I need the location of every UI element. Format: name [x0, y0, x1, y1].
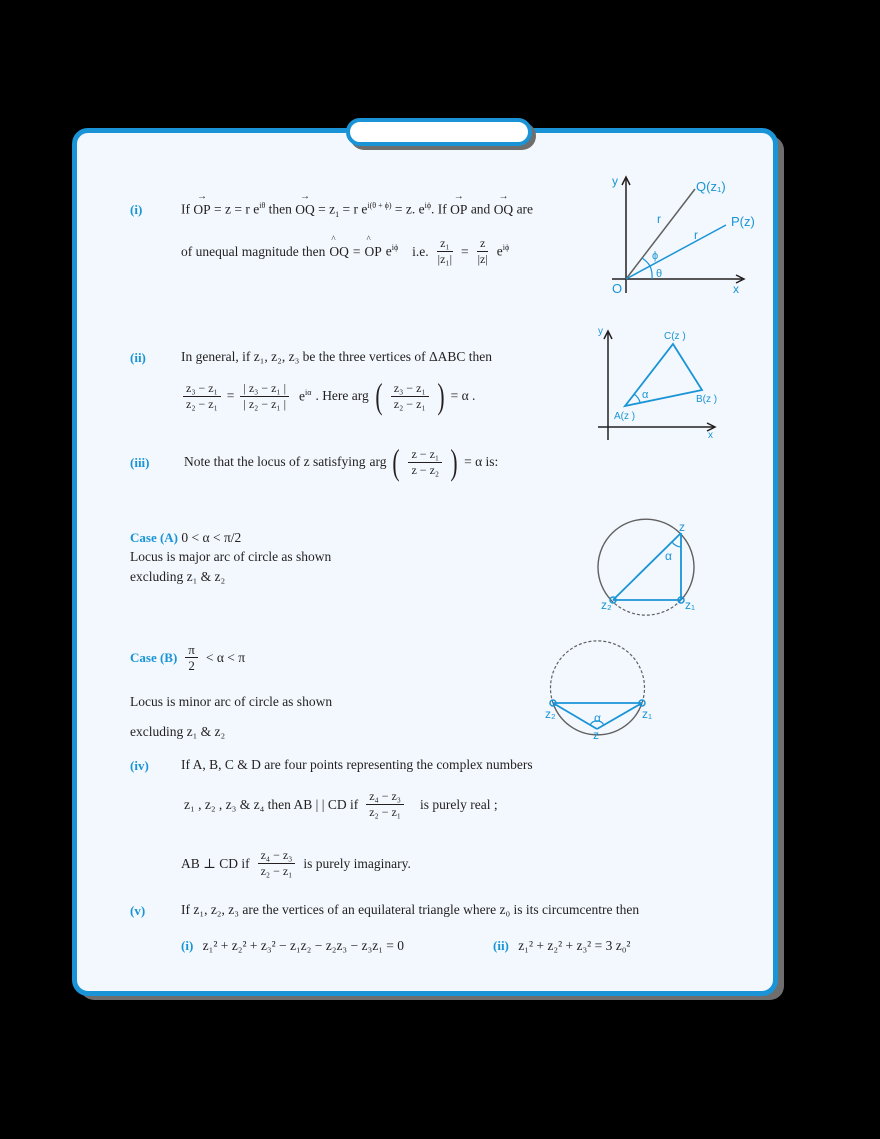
- item-v-line1: If z₁, z₂, z₃ are the vertices of an equilateral triangle where z₀ is its circumcentre then: [181, 902, 640, 917]
- item-label-v: (v): [130, 903, 146, 918]
- text: . Here arg: [315, 388, 369, 403]
- text: . If: [431, 201, 447, 217]
- equation: z₁² + z₂² + z₃² − z₁z₂ − z₂z₃ − z₃z₁ = 0: [202, 938, 405, 953]
- fraction: [183, 381, 221, 412]
- denominator: z₂ − z₁: [369, 805, 401, 819]
- paren: (: [392, 442, 401, 482]
- case-b-line2: excluding z₁ & z₂: [130, 724, 226, 739]
- point-q-label: Q(z₁): [696, 179, 726, 194]
- paren: ): [436, 376, 445, 416]
- item-iii-line: [184, 444, 498, 480]
- vertex-b-label: B(z ): [696, 394, 718, 405]
- case-a-heading: [130, 530, 241, 546]
- angle-alpha-label: α: [665, 549, 672, 563]
- case-b-line1: Locus is minor arc of circle as shown: [130, 694, 333, 709]
- point-z-label: z: [679, 520, 685, 534]
- item-label-ii: (ii): [130, 350, 146, 365]
- fraction: [391, 381, 429, 412]
- axis-x-label: x: [708, 430, 713, 441]
- text: of unequal magnitude then: [181, 243, 326, 259]
- angle-alpha-label: α: [594, 711, 601, 725]
- point-z-label: z: [593, 728, 599, 742]
- item-i-line1: [181, 201, 533, 219]
- item-v-sub-ii: [493, 938, 630, 954]
- numerator: z: [477, 236, 488, 252]
- denominator: |z₁|: [437, 252, 452, 266]
- point-z2-label: z₂: [545, 707, 556, 721]
- text: is purely imaginary.: [303, 855, 411, 871]
- text: = z: [318, 201, 336, 217]
- length-r-label: r: [694, 228, 698, 242]
- text: = z = r e: [214, 201, 260, 217]
- text: e: [496, 243, 503, 259]
- item-ii-line1: In general, if z₁, z₂, z₃ be the three vertices of ΔABC then: [181, 349, 493, 364]
- item-ii-formula: [181, 378, 475, 414]
- denominator: z₂ − z₁: [260, 864, 293, 878]
- item-label-i: (i): [130, 202, 143, 217]
- text: If: [181, 201, 190, 217]
- unit-vector-op: ^ OP: [364, 244, 381, 260]
- superscript: iα: [305, 387, 312, 397]
- superscript: iϕ: [391, 243, 399, 253]
- text: then: [268, 201, 292, 217]
- sub-label-i: (i): [181, 938, 194, 953]
- equation: z₁² + z₂² + z₃² = 3 z₀²: [518, 938, 631, 953]
- text: i.e.: [412, 243, 429, 259]
- item-iv-line1: If A, B, C & D are four points representing the complex numbers: [181, 757, 533, 772]
- angle-phi-label: ϕ: [652, 250, 659, 262]
- numerator: z₁: [437, 236, 453, 252]
- point-z1-label: z₁: [642, 707, 653, 721]
- figure-minor-arc: [535, 630, 660, 745]
- numerator: z₄ − z₃: [366, 789, 404, 805]
- numerator: z − z₁: [408, 447, 442, 463]
- fraction: [366, 789, 404, 820]
- case-a-condition: 0 < α < π/2: [181, 530, 242, 545]
- text: are: [516, 201, 534, 217]
- figure-triangle-abc: [590, 320, 740, 445]
- vector-op: → OP: [193, 202, 210, 218]
- numerator: z₄ − z₃: [258, 848, 296, 864]
- text: = α .: [450, 388, 476, 403]
- paren: ): [450, 442, 458, 482]
- length-r-label: r: [657, 212, 661, 226]
- fraction: [435, 236, 455, 267]
- header-tab: [346, 118, 532, 146]
- text: z₁ , z₂ , z₃ & z₄ then AB | | CD if: [184, 796, 359, 812]
- numerator: z₃ − z₁: [183, 381, 221, 397]
- item-iv-line2: [184, 789, 498, 820]
- text: arg: [369, 454, 387, 469]
- item-label-iv: (iv): [130, 758, 149, 773]
- point-p-label: P(z): [731, 214, 755, 229]
- vertex-c-label: C(z ): [664, 331, 686, 342]
- denominator: | z₂ − z₁ |: [243, 396, 287, 411]
- item-i-line2: [181, 236, 509, 267]
- case-a-line2: excluding z₁ & z₂: [130, 569, 226, 584]
- denominator: z − z₂: [411, 462, 440, 477]
- numerator: | z₃ − z₁ |: [240, 381, 289, 397]
- figure-rotation-diagram: [590, 165, 770, 300]
- text: and: [470, 201, 491, 217]
- denominator: |z|: [477, 252, 488, 266]
- vertex-a-label: A(z ): [614, 411, 636, 422]
- denominator: 2: [188, 658, 195, 673]
- axis-y-label: y: [612, 174, 618, 188]
- vector-op: → OP: [450, 202, 467, 218]
- superscript: iϕ: [502, 243, 510, 253]
- text: Note that the locus of z satisfying: [184, 454, 366, 469]
- fraction: [408, 447, 442, 478]
- figure-major-arc: [585, 505, 725, 625]
- text: =: [461, 243, 469, 259]
- text: is purely real ;: [420, 796, 498, 812]
- angle-theta-label: θ: [656, 268, 663, 280]
- subscript: 1: [335, 210, 340, 220]
- sub-label-ii: (ii): [493, 938, 509, 953]
- origin-label: O: [612, 281, 623, 296]
- superscript: iϕ: [424, 201, 432, 210]
- text: e: [299, 388, 306, 404]
- item-label-iii: (iii): [130, 455, 150, 470]
- superscript: iθ: [259, 201, 266, 210]
- fraction: [240, 381, 289, 412]
- case-b-condition: < α < π: [205, 649, 246, 665]
- text: = r e: [342, 201, 368, 217]
- axis-x-label: x: [733, 282, 739, 296]
- vector-oq: → OQ: [295, 202, 315, 218]
- numerator: π: [185, 642, 198, 658]
- text: = z. e: [394, 201, 425, 217]
- text: AB ⊥ CD if: [181, 855, 250, 871]
- case-a-line1: Locus is major arc of circle as shown: [130, 549, 332, 564]
- point-z2-label: z₂: [601, 598, 612, 612]
- item-v-sub-i: [181, 938, 404, 954]
- case-a-label: Case (A): [130, 530, 179, 545]
- denominator: z₂ − z₁: [186, 396, 218, 411]
- fraction: [258, 848, 296, 879]
- numerator: z₃ − z₁: [391, 381, 429, 397]
- text: = α is:: [464, 454, 499, 469]
- fraction: [185, 642, 198, 673]
- item-iv-line3: [181, 848, 411, 879]
- text: =: [352, 243, 361, 259]
- denominator: z₂ − z₁: [393, 396, 426, 411]
- vector-oq: → OQ: [494, 202, 514, 218]
- axis-y-label: y: [598, 326, 603, 337]
- text: =: [226, 388, 235, 403]
- paren: (: [375, 376, 383, 416]
- angle-alpha-label: α: [642, 389, 649, 401]
- fraction: [475, 236, 491, 267]
- point-z1-label: z₁: [685, 598, 696, 612]
- text: e: [385, 243, 392, 259]
- case-b-heading: [130, 642, 245, 673]
- case-b-label: Case (B): [130, 649, 178, 665]
- superscript: i(θ + ϕ): [367, 201, 392, 210]
- unit-vector-oq: ^ OQ: [329, 244, 349, 260]
